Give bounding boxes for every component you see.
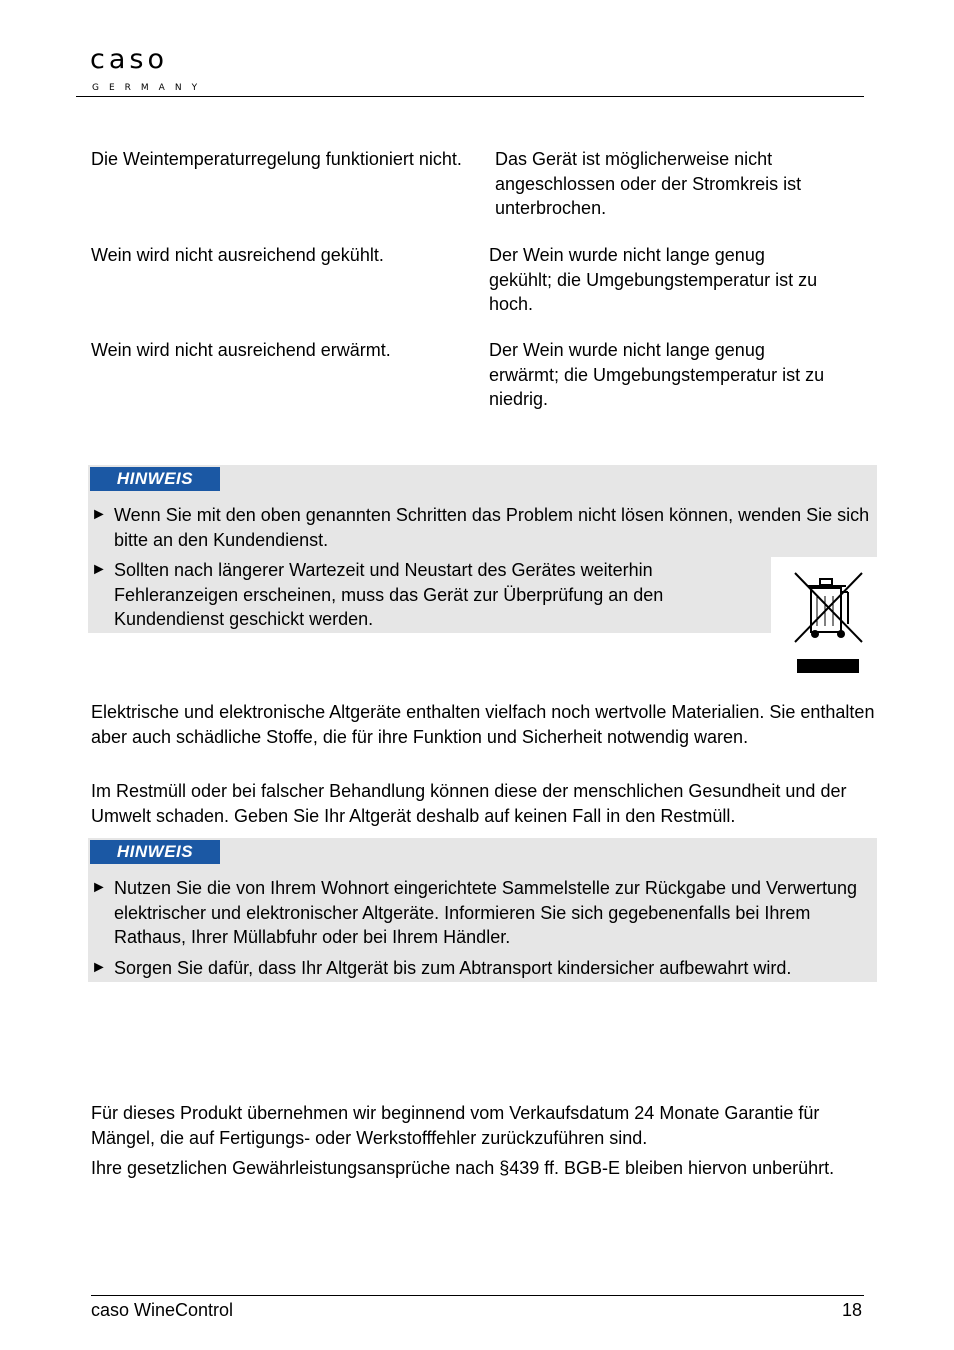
logo-wordmark: caso <box>90 44 168 75</box>
problem-3: Wein wird nicht ausreichend erwärmt. <box>91 340 391 360</box>
caso-logo <box>74 30 208 106</box>
notice-1-item-1: ► Wenn Sie mit den oben genannten Schritten das Problem nicht lösen können, wenden Sie sich bitte an den Kundendienst. <box>91 505 870 550</box>
warranty-paragraph-2: Ihre gesetzlichen Gewährleistungsansprüche nach §439 ff. BGB-E bleiben hiervon unberührt. <box>91 1158 835 1178</box>
cause-1: Das Gerät ist möglicherweise nicht angeschlossen oder der Stromkreis ist unterbrochen. <box>495 149 802 218</box>
crossed-out-wheelie-bin-icon <box>790 568 866 678</box>
bullet-icon: ► <box>91 561 107 578</box>
footer-product-name: caso WineControl <box>91 1300 234 1320</box>
problem-2: Wein wird nicht ausreichend gekühlt. <box>91 245 384 265</box>
logo-subline: GERMANY <box>92 83 208 93</box>
notice-1 <box>88 465 877 633</box>
cause-2: Der Wein wurde nicht lange genug gekühlt; die Umgebungstemperatur ist zu hoch. <box>489 245 818 314</box>
notice-2 <box>88 838 877 982</box>
notice-1-item-2: ► Sollten nach längerer Wartezeit und Neustart des Gerätes weiterhin Fehleranzeigen erscheinen, muss das Gerät zur Überprüfung an den Kundendienst geschickt werden. <box>91 560 664 629</box>
footer-page-number: 18 <box>842 1300 863 1320</box>
notice-1-label: HINWEIS <box>90 467 220 491</box>
disposal-paragraph-2: Im Restmüll oder bei falscher Behandlung können diese der menschlichen Gesundheit und der Umwelt schaden. Geben Sie Ihr Altgerät deshalb auf keinen Fall in den Restmüll. <box>91 781 847 826</box>
cause-3: Der Wein wurde nicht lange genug erwärmt; die Umgebungstemperatur ist zu niedrig. <box>489 340 825 409</box>
disposal-paragraph-1: Elektrische und elektronische Altgeräte enthalten vielfach noch wertvolle Materialien. Sie enthalten aber auch schädliche Stoffe, die für ihre Funktion und Sicherheit notwendig waren. <box>91 702 875 747</box>
bullet-icon: ► <box>91 959 107 976</box>
problem-1: Die Weintemperaturregelung funktioniert nicht. <box>91 149 462 169</box>
notice-2-label: HINWEIS <box>90 840 220 864</box>
bullet-icon: ► <box>91 506 107 523</box>
bullet-icon: ► <box>91 879 107 896</box>
notice-2-item-1: ► Nutzen Sie die von Ihrem Wohnort eingerichtete Sammelstelle zur Rückgabe und Verwertung elektrischer und elektronischer Altgeräte. Informieren Sie sich gegebenenfalls bei Ihrem Rathaus, Ihrer Müllabfuhr oder bei Ihrem Händler. <box>91 878 858 947</box>
footer-rule <box>91 1295 864 1296</box>
warranty-paragraph-1: Für dieses Produkt übernehmen wir beginnend vom Verkaufsdatum 24 Monate Garantie für Mängel, die auf Fertigungs- oder Werkstofffehler zurückzuführen sind. <box>91 1103 820 1148</box>
notice-2-item-2: ► Sorgen Sie dafür, dass Ihr Altgerät bis zum Abtransport kindersicher aufbewahrt wird. <box>91 956 871 981</box>
header-rule <box>76 96 864 97</box>
